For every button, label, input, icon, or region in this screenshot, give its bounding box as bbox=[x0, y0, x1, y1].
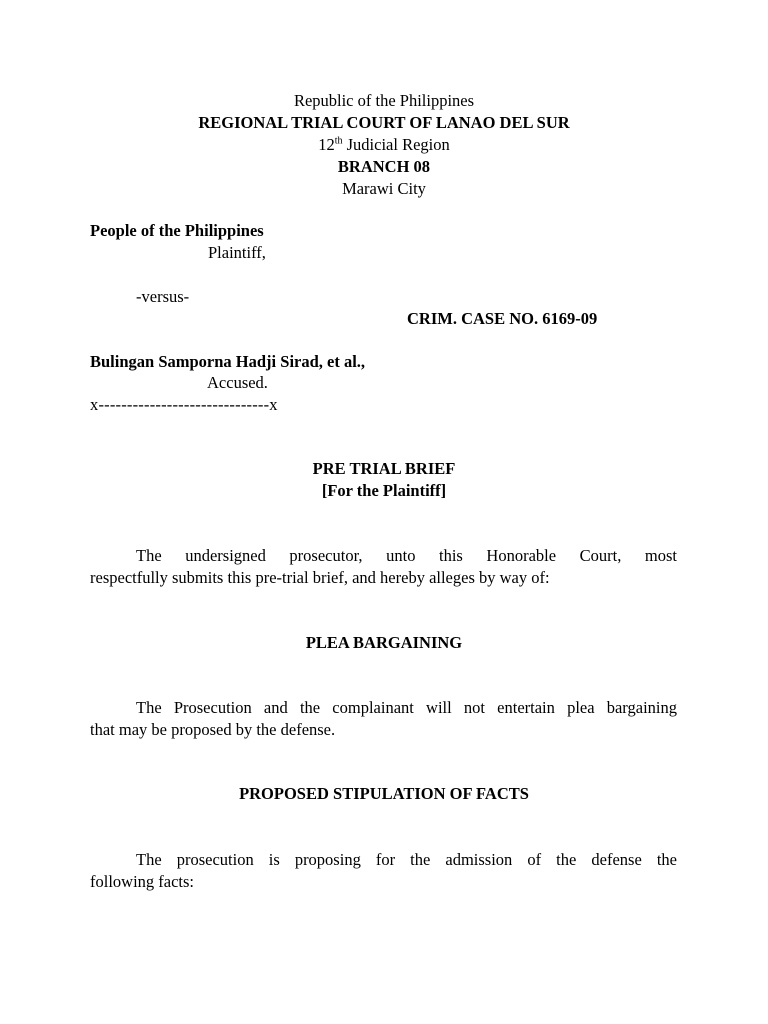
stipulation-paragraph bbox=[90, 849, 677, 893]
stipulation-line-2: following facts: bbox=[90, 872, 195, 891]
intro-line-1: The undersigned prosecutor, unto this Honorable Court, most bbox=[136, 546, 677, 565]
region-suffix: th bbox=[334, 135, 343, 147]
accused-name: Bulingan Samporna Hadji Sirad, et al., bbox=[90, 352, 366, 371]
accused-role: Accused. bbox=[207, 373, 268, 392]
intro-paragraph bbox=[90, 545, 677, 589]
court-name: REGIONAL TRIAL COURT OF LANAO DEL SUR bbox=[198, 113, 570, 132]
plea-line-2: that may be proposed by the defense. bbox=[90, 720, 336, 739]
region-text: Judicial Region bbox=[342, 135, 450, 154]
branch-heading: BRANCH 08 bbox=[337, 157, 431, 176]
city-heading: Marawi City bbox=[342, 179, 426, 198]
plea-paragraph bbox=[90, 697, 677, 741]
versus-label: -versus- bbox=[136, 287, 190, 306]
brief-subtitle: [For the Plaintiff] bbox=[321, 481, 447, 500]
plaintiff-name: People of the Philippines bbox=[90, 221, 264, 240]
republic-heading: Republic of the Philippines bbox=[293, 91, 475, 110]
plea-bargaining-heading: PLEA BARGAINING bbox=[305, 633, 463, 652]
brief-title: PRE TRIAL BRIEF bbox=[312, 459, 456, 478]
stipulation-line-1: The prosecution is proposing for the admission of the defense the bbox=[136, 850, 677, 869]
plea-line-1: The Prosecution and the complainant will not entertain plea bargaining bbox=[136, 698, 677, 717]
plaintiff-role: Plaintiff, bbox=[208, 243, 266, 262]
caption-separator: x------------------------------x bbox=[90, 395, 278, 414]
judicial-region bbox=[0, 134, 768, 156]
region-number: 12 bbox=[318, 135, 335, 154]
stipulation-heading: PROPOSED STIPULATION OF FACTS bbox=[239, 784, 529, 803]
case-number: CRIM. CASE NO. 6169-09 bbox=[407, 309, 598, 328]
intro-line-2: respectfully submits this pre-trial brief, and hereby alleges by way of: bbox=[90, 568, 550, 587]
